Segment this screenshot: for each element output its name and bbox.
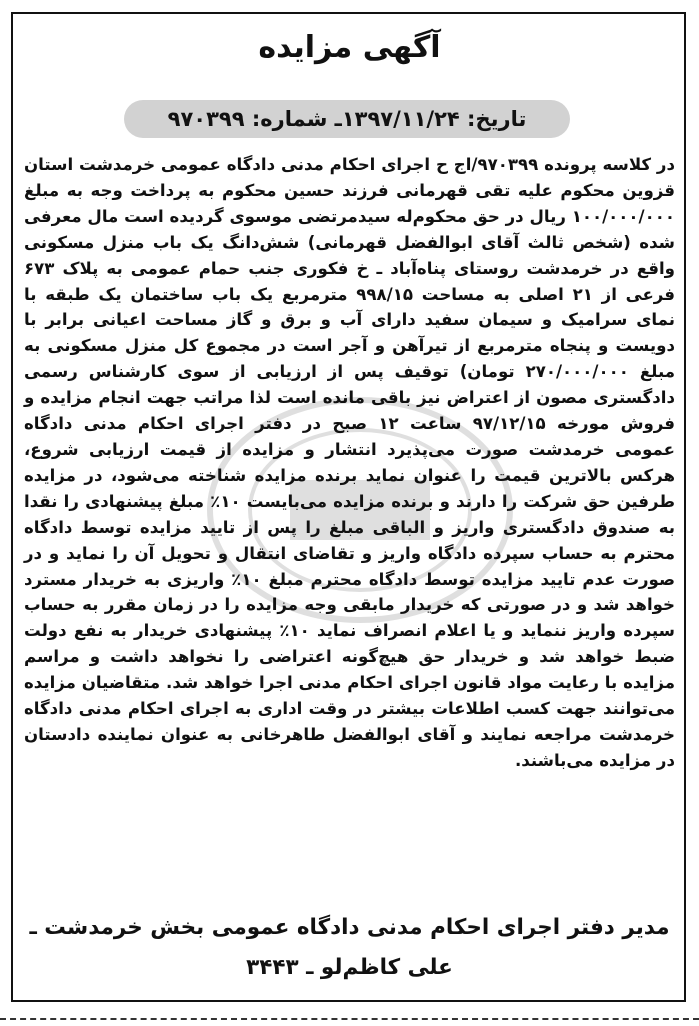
signature-title: مدیر دفتر اجرای احکام مدنی دادگاه عمومی بخش خرمدشت ـ bbox=[29, 915, 670, 940]
signature-block bbox=[0, 908, 699, 988]
cut-line-divider bbox=[0, 1018, 699, 1020]
notice-body: در کلاسه پرونده ۹۷۰۳۹۹/اج ح اجرای احکام مدنی دادگاه عمومی خرمدشت استان قزوین محکوم علیه تقی قهرمانی فرزند حسین محکوم به پرداخت وجه به مبلغ ۱۰۰/۰۰۰/۰۰۰ ریال در حق محکوم‌له سیدمرتضی موسوی گردیده است مال معرفی شده (شخص ثالث آقای ابوالفضل قهرمانی) شش‌دانگ یک باب منزل مسکونی واقع در خرمدشت روستای پناه‌آباد ـ خ فکوری جنب حمام عمومی به پلاک ۶۷۳ فرعی از ۲۱ اصلی به مساحت ۹۹۸/۱۵ مترمربع یک باب ساختمان یک طبقه با نمای سرامیک و سیمان سفید دارای آب و برق و گاز مساحت اعیانی برابر با دویست و پنجاه مترمربع از تیرآهن و آجر است در مجموع کل منزل مسکونی به مبلغ ۲۷۰/۰۰۰/۰۰۰ تومان) توقیف پس از ارزیابی از سوی کارشناس رسمی دادگستری مصون از اعتراض نیز باقی مانده است لذا مراتب جهت انجام مزایده و فروش مورخه ۹۷/۱۲/۱۵ ساعت ۱۲ صبح در دفتر اجرای احکام مدنی دادگاه عمومی خرمدشت صورت می‌پذیرد انتشار و مزایده از قیمت ارزیابی شروع، هرکس بالاترین قیمت را عنوان نماید برنده مزایده شناخته می‌شود، در مزایده طرفین حق شرکت را دارند و برنده مزایده می‌بایست ۱۰٪ مبلغ پیشنهادی را نقدا به صندوق دادگستری واریز و الباقی مبلغ را پس از تایید مزایده توسط دادگاه محترم به حساب سپرده دادگاه واریز و تقاضای انتقال و تحویل آن را نماید و در صورت عدم تایید مزایده توسط دادگاه محترم مبلغ ۱۰٪ واریزی به خریدار مسترد خواهد شد و در صورتی که خریدار مابقی وجه مزایده را در زمان مقرر به حساب سپرده واریز ننماید و یا اعلام انصراف نماید ۱۰٪ پیشنهادی خریدار به نفع دولت ضبط خواهد شد و خریدار حق هیچ‌گونه اعتراضی را نخواهد داشت و مراسم مزایده با رعایت مواد قانون اجرای احکام مدنی اجرا خواهد شد. متقاضیان مزایده می‌توانند جهت کسب اطلاعات بیشتر در وقت اداری به اجرای احکام مدنی دادگاه خرمدشت مراجعه نمایند و آقای ابوالفضل طاهرخانی به عنوان نماینده دادستان در مزایده می‌باشند. bbox=[24, 155, 676, 770]
notice-title: آگهی مزایده bbox=[258, 30, 441, 65]
date-number-bar: تاریخ: ۱۳۹۷/۱۱/۲۴ـ شماره: ۹۷۰۳۹۹ bbox=[124, 100, 570, 138]
signature-name: علی کاظم‌لو ـ ۳۴۴۳ bbox=[246, 955, 453, 980]
